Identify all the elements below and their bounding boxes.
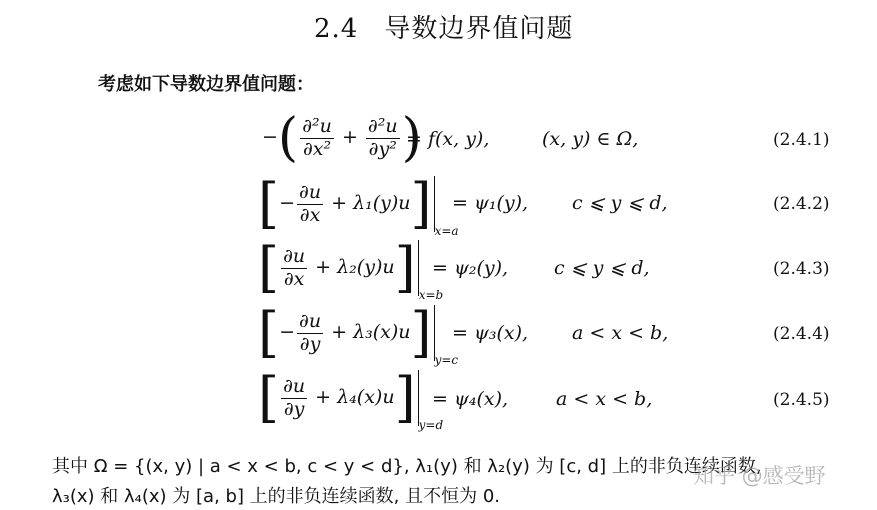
boundary-condition-label: x=b	[418, 288, 444, 302]
boundary-condition-label: y=c	[434, 353, 459, 367]
watermark: 知乎 @感受野	[693, 464, 826, 488]
equation-2-4-1-lhs: −( $\frac{\text{∂²u}}{\text{∂x²}}$ + $\frac{\text{∂²u}}{\text{∂y²}}$ )	[262, 108, 422, 168]
equation-2-4-5-lhs: [ $\frac{\partial u}{\partial y}$ + λ₄(x)u] y=d	[258, 366, 444, 432]
section-heading	[314, 8, 573, 45]
equation-2-4-1-domain: (x, y) ∈ Ω,	[542, 128, 639, 150]
equation-2-4-2-lhs: [− $\frac{\partial u}{\partial x}$ + λ₁(y)u] x=a	[258, 172, 459, 238]
fraction-d2u-dy2: $\frac{\text{∂²u}}{\text{∂y²}}$	[367, 114, 398, 160]
equation-number: (2.4.2)	[773, 194, 830, 214]
equation-2-4-2-domain: c ⩽ y ⩽ d,	[572, 192, 668, 214]
equation-2-4-2-rhs: = ψ₁(y),	[452, 192, 529, 214]
equation-2-4-3-domain: c ⩽ y ⩽ d,	[554, 257, 650, 279]
equation-number: (2.4.5)	[773, 390, 830, 410]
closing-paragraph-line-1: 其中 Ω = {(x, y) | a < x < b, c < y < d}, λ₁(y) 和 λ₂(y) 为 [c, d] 上的非负连续函数,	[52, 456, 762, 477]
equation-2-4-3-lhs: [ $\frac{\partial u}{\partial x}$ + λ₂(y)u] x=b	[258, 236, 444, 302]
section-number: 2.4	[314, 14, 359, 44]
boundary-condition-label: y=d	[418, 418, 444, 432]
equation-2-4-5-rhs: = ψ₄(x),	[432, 388, 509, 410]
equation-number: (2.4.4)	[773, 324, 830, 344]
equation-2-4-4-lhs: [− $\frac{\partial u}{\partial y}$ + λ₃(x)u] y=c	[258, 301, 459, 367]
equation-2-4-4-rhs: = ψ₃(x),	[452, 322, 529, 344]
equation-2-4-3-rhs: = ψ₂(y),	[432, 257, 509, 279]
closing-paragraph-line-2: λ₃(x) 和 λ₄(x) 为 [a, b] 上的非负连续函数, 且不恒为 0.	[52, 486, 501, 507]
fraction-d2u-dx2: $\frac{\text{∂²u}}{\text{∂x²}}$	[302, 114, 332, 160]
equation-2-4-1-rhs: = f(x, y),	[406, 128, 490, 150]
equation-2-4-4-domain: a < x < b,	[572, 322, 669, 344]
equation-number: (2.4.1)	[773, 130, 830, 150]
equation-number: (2.4.3)	[773, 259, 830, 279]
boundary-condition-label: x=a	[434, 224, 459, 238]
section-title: 导数边界值问题	[384, 14, 574, 44]
equation-2-4-5-domain: a < x < b,	[556, 388, 653, 410]
intro-text: 考虑如下导数边界值问题：	[98, 74, 314, 95]
